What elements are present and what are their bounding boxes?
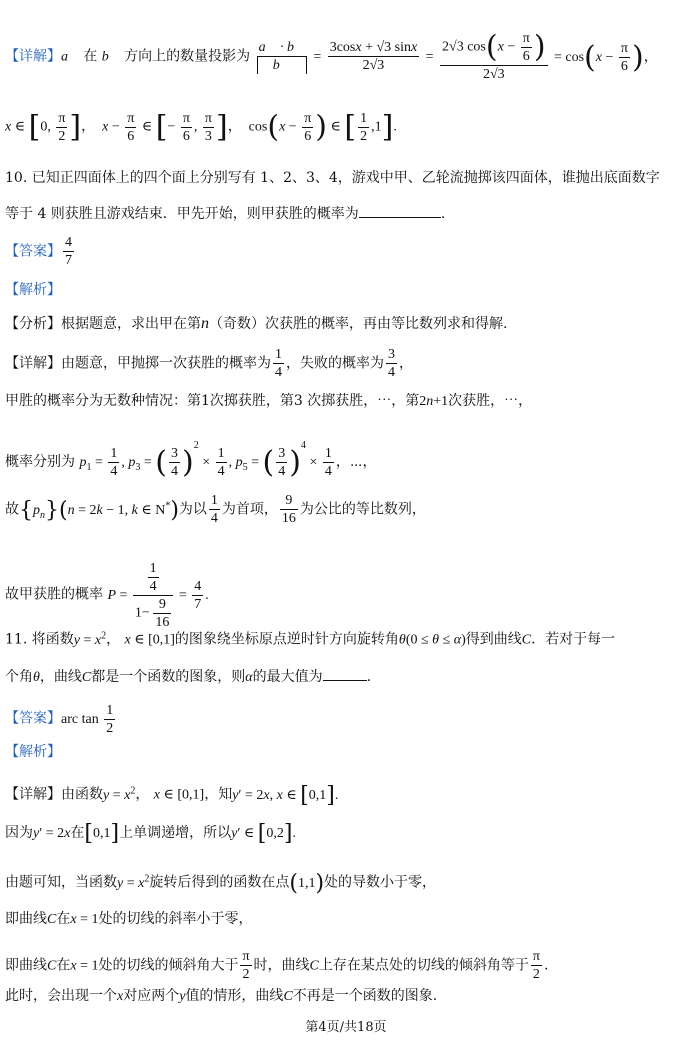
detail-line-d4: 故$\{p_n\}(n = 2k - 1$, k ∈ N*)为以 $\frac{1}{4}$ 为首项， $\frac{9}{16}$ 为公比的等比数列， — [5, 493, 426, 526]
text: 在 — [56, 911, 71, 927]
detail-line-e1: 【详解】由函数$y = x^2$， x ∈ [0,1]，知y′ = 2x, x ∈ [0,1]. — [5, 782, 339, 808]
text: 在 — [83, 48, 98, 65]
range-line: x ∈ [0, $\frac{\pi}{2}$ ]， x − $\frac{\pi}{6}$ ∈ [− $\frac{\pi}{6}$ , $\frac{\pi}{3}$ ]， cos(x − $\frac{\pi}{6}$ ) ∈ [ $\frac{1}{2}$ ,1]. — [5, 109, 397, 145]
fenxi-tag: 【分析】 — [5, 316, 61, 332]
fraction: 2√3 cos(x − $\frac{\pi}{6}$ ) 2√3 — [442, 29, 546, 82]
text: 概率分别为 — [5, 454, 75, 470]
detail-line-1: 【详解】a⃗ 在 b⃗ 方向上的数量投影为 $\frac{a⃗ \cdot b⃗}{b⃗}$ = $\frac{3\cos x + √3 \sin x}{2√3}$ = 2√3 cos(x − $\frac{\pi}{6}$ ) 2√3 = cos(x − $\frac{\pi}{6}$ )， — [5, 29, 658, 82]
question-11: 11. 将函数$y = x^2$， x ∈ [0,1]的图象绕坐标原点逆时针方向旋转角θ(0 ≤ θ ≤ α)得到曲线C．若对于每一 — [5, 630, 616, 648]
text: 因为 — [5, 825, 33, 841]
text: 为公比的等比数列， — [299, 501, 426, 518]
text: 对应两个 — [123, 988, 180, 1004]
text: 次获胜，⋯， — [448, 393, 533, 409]
text: 在 — [70, 825, 85, 841]
page-number: 第4页/共18页 — [305, 1020, 387, 1035]
text: 得到曲线 — [465, 631, 522, 648]
answer-tag: 【答案】 — [5, 243, 61, 260]
text: 上存在某点处的切线的倾斜角等于 — [318, 957, 529, 974]
fraction: $\frac{3\cos x + √3 \sin x}{2√3}$ — [329, 40, 418, 73]
detail-line-d2: 甲胜的概率分为无数种情况：第1次掷获胜，第3 次掷获胜，⋯，第2n+1次获胜，⋯， — [5, 393, 533, 409]
answer-blank — [359, 203, 441, 218]
detail-tag: 【详解】 — [5, 786, 61, 803]
text: 故 — [5, 501, 19, 518]
analysis-tag: 【解析】 — [5, 282, 61, 298]
text: 值的情形，曲线 — [185, 988, 284, 1004]
question-11-cont: 个角θ，曲线C都是一个函数的图象，则α的最大值为 . — [5, 666, 371, 688]
text: ，失败的概率为 — [286, 355, 384, 372]
text: 由题可知，当函数 — [5, 874, 117, 891]
detail-line-d5: 故甲获胜的概率 P = $\frac{1}{4}$ 1− $\frac{9}{16}$ = $\frac{4}{7}$ . — [5, 561, 209, 630]
text: 此时，会出现一个 — [5, 988, 117, 1004]
question-10: 10. 已知正四面体上的四个面上分别写有 1、2、3、4，游戏中甲、乙轮流抛掷该四面体，谁抛出底面数字 — [5, 170, 660, 186]
text: 在 — [56, 957, 71, 974]
fenxi-line: 【分析】根据题意，求出甲在第n（奇数）次获胜的概率，再由等比数列求和得解. — [5, 315, 508, 332]
detail-line-e5: 即曲线C在x = 1处的切线的倾斜角大于 $\frac{\pi}{2}$ 时，曲线C上存在某点处的切线的倾斜角等于 $\frac{\pi}{2}$ . — [5, 949, 549, 982]
text: 处的导数小于零， — [324, 874, 437, 891]
text: 由函数 — [61, 786, 103, 803]
text: （奇数）次获胜的概率，再由等比数列求和得解. — [209, 316, 508, 332]
detail-line-d3: 概率分别为 $p_1$ = $\frac{1}{4}$ , $p_3$ = ( $\frac{3}{4}$ )$^2$ × $\frac{1}{4}$ , $p_5$ = ( $\frac{3}{4}$ )$^4$ × $\frac{1}{4}$ ，⋯， — [5, 440, 377, 480]
text: 故甲获胜的概率 — [5, 586, 103, 603]
text: ，曲线 — [39, 669, 82, 685]
detail-line-e3: 由题可知，当函数$y = x^2$旋转后得到的函数在点(1,1)处的导数小于零， — [5, 870, 437, 896]
detail-tag: 【详解】 — [5, 355, 61, 372]
text: 即曲线 — [5, 957, 47, 974]
text: 都是一个函数的图象，则 — [91, 669, 246, 685]
text: 为首项， — [221, 501, 278, 518]
detail-line-e2: 因为y′ = 2x在[0,1]上单调递增，所以y′ ∈ [0,2]. — [5, 820, 296, 846]
detail-line-e4: 即曲线C在x = 1处的切线的斜率小于零， — [5, 911, 253, 927]
answer-line-11: 【答案】arc tan $\frac{1}{2}$ — [5, 703, 114, 736]
text: 11. 将函数 — [5, 631, 74, 648]
text: 根据题意，求出甲在第 — [61, 316, 201, 332]
text: 上单调递增，所以 — [119, 825, 232, 841]
text: 由题意，甲抛掷一次获胜的概率为 — [61, 355, 271, 372]
question-10-cont: 等于 4 则获胜且游戏结束．甲先开始，则甲获胜的概率为 . — [5, 203, 445, 224]
analysis-tag: 【解析】 — [5, 744, 61, 760]
text: 为以 — [178, 501, 207, 518]
text: 时，曲线 — [253, 957, 310, 974]
answer-blank — [323, 666, 367, 681]
answer-line — [5, 234, 76, 269]
detail-line-d1: 【详解】由题意，甲抛掷一次获胜的概率为 $\frac{1}{4}$ ，失败的概率为 $\frac{3}{4}$ ， — [5, 347, 413, 380]
text: 处的切线的倾斜角大于 — [98, 957, 239, 974]
projection-fraction: $\frac{a⃗ \cdot b⃗}{b⃗}$ — [258, 40, 305, 73]
text: 不再是一个函数的图象. — [292, 988, 438, 1004]
text: ．若对于每一 — [531, 631, 616, 648]
text: 方向上的数量投影为 — [124, 48, 251, 65]
text: 的图象绕坐标原点逆时针方向旋转角 — [174, 631, 399, 648]
detail-tag: 【详解】 — [5, 48, 61, 65]
text: 的最大值为 — [252, 669, 323, 685]
analysis-tag-line-11 — [5, 742, 61, 762]
text: 等于 4 则获胜且游戏结束．甲先开始，则甲获胜的概率为 — [5, 206, 359, 222]
text: ，知 — [204, 786, 233, 803]
text: 甲胜的概率分为无数种情况：第1次掷获胜，第3 次掷获胜，⋯，第 — [5, 393, 420, 409]
detail-line-e6: 此时，会出现一个x对应两个y值的情形，曲线C不再是一个函数的图象. — [5, 988, 438, 1004]
answer-fraction: $\frac{4}{7}$ — [65, 235, 72, 268]
text: 个角 — [5, 669, 33, 685]
text: 处的切线的斜率小于零， — [98, 911, 253, 927]
text: 旋转后得到的函数在点 — [149, 874, 290, 891]
text: 即曲线 — [5, 911, 47, 927]
analysis-tag-line — [5, 280, 61, 300]
answer-tag: 【答案】 — [5, 710, 61, 727]
